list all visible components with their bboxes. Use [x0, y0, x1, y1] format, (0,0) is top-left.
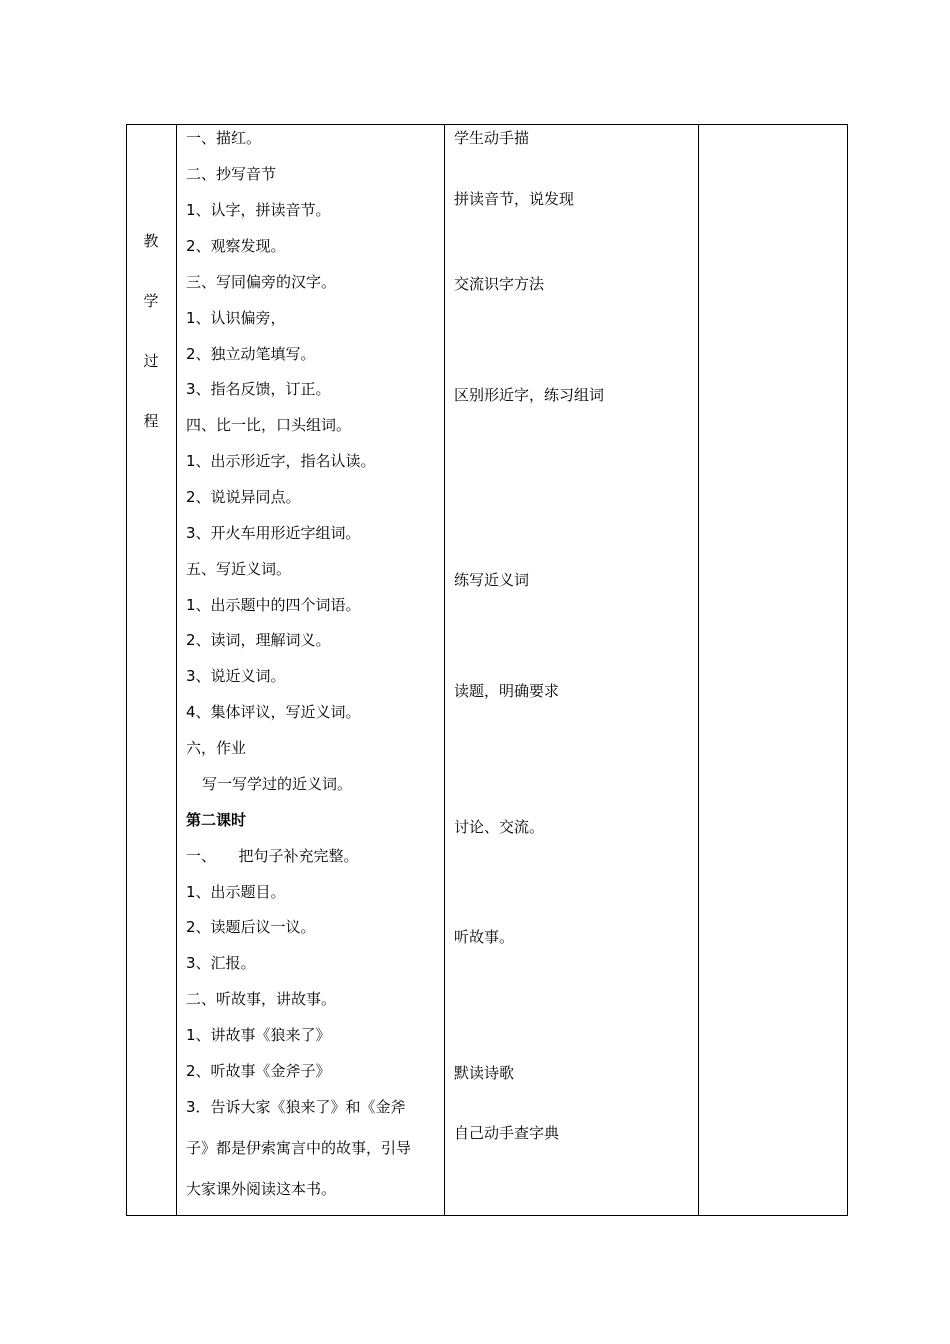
teaching-step: 2、观察发现。	[186, 237, 286, 255]
section-label-char: 程	[143, 412, 159, 430]
column-divider	[176, 124, 177, 1216]
teaching-step: 五、写近义词。	[186, 560, 292, 578]
student-activity: 默读诗歌	[454, 1064, 515, 1082]
student-activity: 听故事。	[454, 928, 515, 946]
teaching-step: 3、说近义词。	[186, 667, 286, 685]
teaching-step: 写一写学过的近义词。	[202, 775, 353, 793]
column-divider	[698, 124, 699, 1216]
teaching-step: 2、读词，理解词义。	[186, 631, 331, 649]
teaching-step: 1、认字，拼读音节。	[186, 201, 331, 219]
teaching-step: 子》都是伊索寓言中的故事，引导	[186, 1139, 412, 1157]
teaching-step: 1、出示题中的四个词语。	[186, 596, 361, 614]
section-label-char: 过	[143, 352, 159, 370]
student-activity: 自己动手查字典	[454, 1124, 560, 1142]
teaching-step: 3．告诉大家《狼来了》和《金斧	[186, 1098, 406, 1116]
teaching-step: 3、汇报。	[186, 954, 256, 972]
teaching-step: 三、写同偏旁的汉字。	[186, 273, 337, 291]
teaching-step: 2、听故事《金斧子》	[186, 1062, 331, 1080]
teaching-step: 3、指名反馈，订正。	[186, 380, 331, 398]
section-label-char: 教	[143, 232, 159, 250]
section-label-char: 学	[143, 292, 159, 310]
section-label-column	[126, 124, 176, 1216]
teaching-step: 1、出示形近字，指名认读。	[186, 452, 376, 470]
teaching-step: 4、集体评议，写近义词。	[186, 703, 361, 721]
student-activity: 区别形近字，练习组词	[454, 386, 605, 404]
teaching-step: 2、说说异同点。	[186, 488, 301, 506]
student-activity: 学生动手描	[454, 129, 530, 147]
teaching-step: 2、独立动笔填写。	[186, 345, 316, 363]
teaching-step: 六，作业	[186, 739, 247, 757]
lesson-plan-table	[126, 124, 848, 1216]
teaching-step: 一、描红。	[186, 129, 262, 147]
teaching-step: 四、比一比，口头组词。	[186, 416, 352, 434]
teaching-step: 3、开火车用形近字组词。	[186, 524, 361, 542]
student-activity: 讨论、交流。	[454, 818, 545, 836]
teaching-step: 二、听故事，讲故事。	[186, 990, 337, 1008]
teaching-step: 大家课外阅读这本书。	[186, 1180, 337, 1198]
teaching-step: 2、读题后议一议。	[186, 918, 316, 936]
student-activity: 读题，明确要求	[454, 682, 560, 700]
teaching-step: 1、认识偏旁，	[186, 309, 286, 327]
teaching-step: 二、抄写音节	[186, 165, 277, 183]
lesson-heading: 第二课时	[186, 811, 247, 829]
student-activity: 交流识字方法	[454, 275, 545, 293]
column-divider	[444, 124, 445, 1216]
teaching-step: 1、出示题目。	[186, 883, 286, 901]
teaching-step: 一、 把句子补充完整。	[186, 847, 359, 865]
student-activity: 拼读音节，说发现	[454, 190, 575, 208]
student-activity: 练写近义词	[454, 571, 530, 589]
teaching-step: 1、讲故事《狼来了》	[186, 1026, 331, 1044]
